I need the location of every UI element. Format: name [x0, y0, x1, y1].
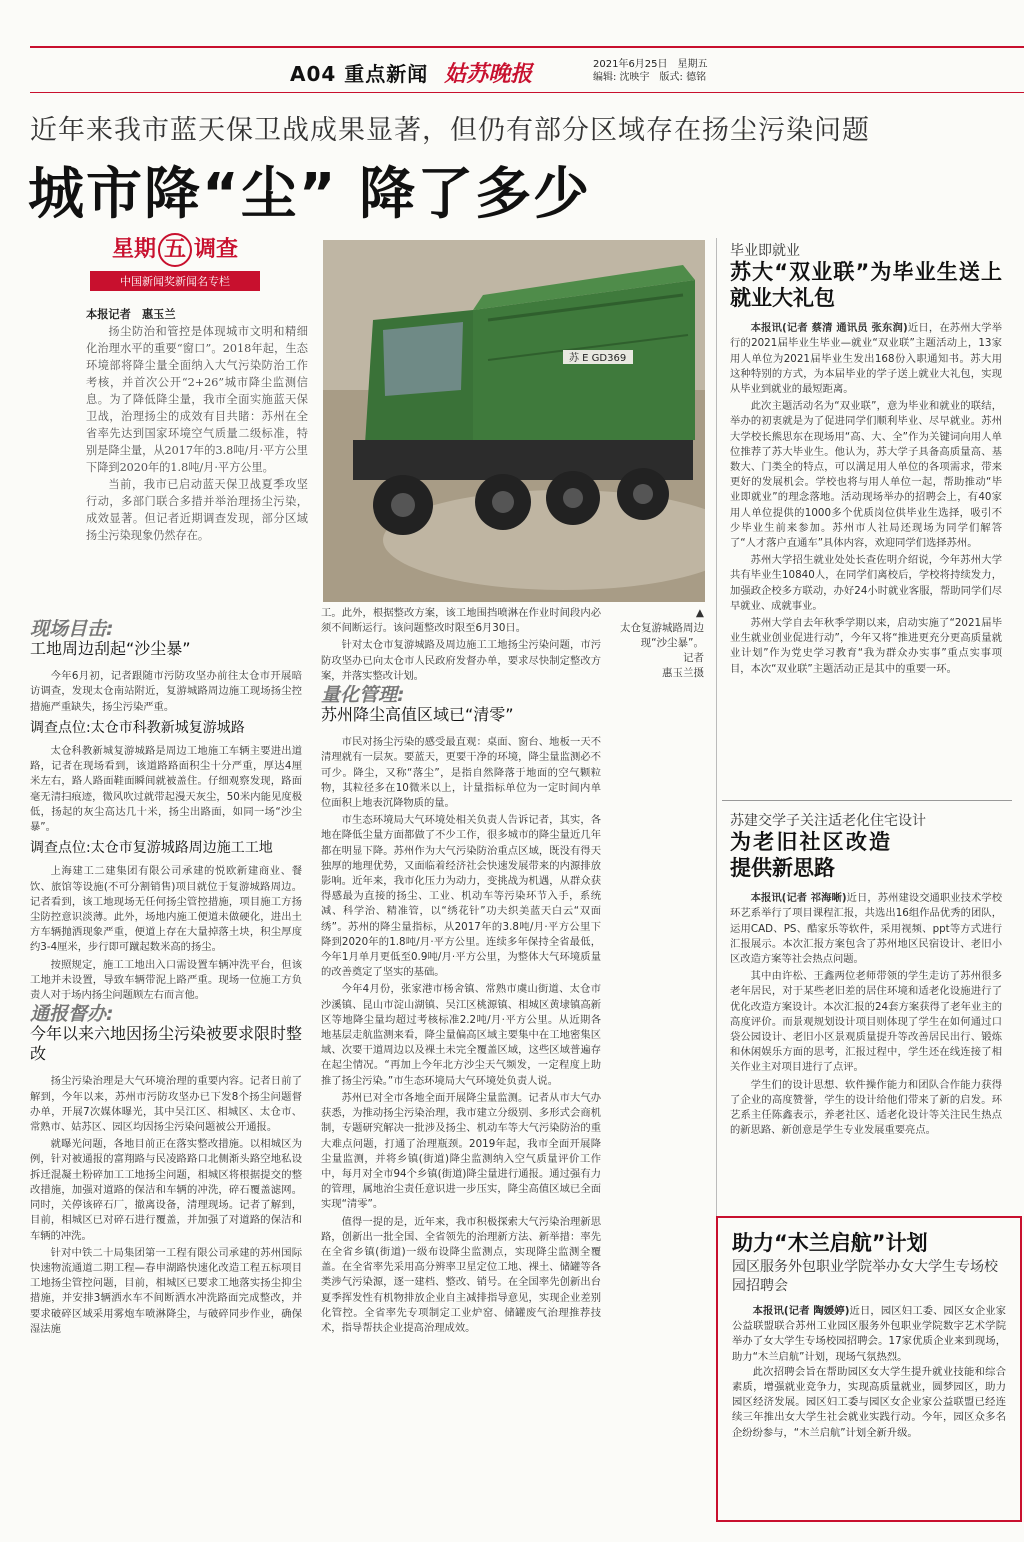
masthead: [290, 58, 532, 86]
story-headline: 助力“木兰启航”计划: [732, 1231, 928, 1255]
paragraph: 此次主题活动名为“双业联”，意为毕业和就业的联结，举办的初衷就是为了促进同学们顺利毕业、尽早就业。苏州大学校长熊思东在现场用“高、大、全”作为关键词向用人单位推荐了苏大毕业生。他认为，苏大学子具备高质量高、基数大、门类全的特点，可以满足用人单位的各项需求，带来更好的发展机会。学校也将与用人单位一起，帮助推动“毕业即就业”的理念落地。活动现场举办的招聘会上，有40家用人单位提供的1000多个优质岗位供毕业生选择，吸引不少毕业生前来参加。苏州市人社局还现场为同学们解答了“人才落户直通车”具体内容，欢迎同学们选择苏州。: [730, 400, 1002, 550]
column-badge: [90, 232, 260, 291]
top-red-rule: [30, 46, 1024, 48]
paragraph: 其中由许松、王鑫两位老师带领的学生走访了苏州很多老年居民，对于某些老旧差的居住环境和适老化设施进行了优化改造方案设计。本次汇报的24套方案获得了老年业主的高度评价。而景观规划设计项目则体现了学生在如何通过口袋公园设计、老旧小区景观质量提升等改善居民出行、锻炼和休闲娱乐方面的思考，汇报过程中，学生还在线连接了相关作业主对项目进行了点评。: [730, 970, 1002, 1074]
dateline: [593, 58, 708, 84]
caption-text: ▲ 太仓复游城路周边现“沙尘暴”。 记者 惠玉兰摄: [620, 607, 704, 679]
story-divider: [722, 800, 1012, 801]
badge-column-name: 中国新闻奖新闻名专栏: [90, 271, 260, 291]
intro-byline: 本报记者 惠玉兰: [86, 307, 176, 321]
section-subtitle: 今年以来六地因扬尘污染被要求限时整改: [30, 1024, 303, 1064]
badge-right: 调查: [194, 237, 239, 262]
paragraph: 按照规定，施工工地出入口需设置车辆冲洗平台，但该工地并未设置，导致车辆带泥上路严重。现场一位施工方负责人对于场内扬尘问题顾左右而言他。: [30, 958, 302, 1002]
paragraph: 工。此外，根据整改方案，该工地围挡喷淋在作业时间段内必须不间断运行。该问题整改时限至6月30日。: [321, 607, 601, 635]
story-headline: 为老旧社区改造提供新思路: [730, 830, 890, 881]
editors-text: 编辑: 沈映宇 版式: 德铭: [593, 72, 707, 83]
paragraph: 值得一提的是，近年来，我市积极探索大气污染治理新思路，创新出一批全国、全省领先的治理新方法、新举措：率先在全省乡镇(街道)一级布设降尘监测点，实现降尘监测全覆盖。在全省率先采用高分辨率卫星定位工地、裸土、储罐等各类涉气污染源，逐一建档、整改、销号。在全国率先创新出台夏季挥发性有机物排放企业自主减排指导意见，实现企业差别化管控。全省率先专项制定工业炉窑、储罐废气治理推荐技术，指导帮扶企业提高治理成效。: [321, 1215, 601, 1334]
paragraph: 今年6月初，记者跟随市污防攻坚办前往太仓市开展暗访调查，发现太仓南站附近，复游城路周边施工现场扬尘控措施严重缺失，扬尘污染严重。: [30, 670, 302, 713]
story-kicker: 苏建交学子关注适老化住宅设计: [730, 813, 926, 829]
header-rule: [30, 92, 1024, 93]
paragraph: 学生们的设计思想、软件操作能力和团队合作能力获得了企业的高度赞誉，学生的设计给他们带来了新的启发。环艺系主任陈鑫表示，养老社区、适老化设计等关注民生热点的新思路、新创意是学生专业发展重要亮点。: [730, 1078, 1002, 1137]
badge-circle: 五: [158, 233, 192, 267]
date-text: 2021年6月25日 星期五: [593, 59, 708, 70]
section-title: 现场目击:: [30, 618, 114, 640]
photo-caption: [612, 606, 704, 681]
paragraph: [732, 1304, 1006, 1365]
story-subheadline: 园区服务外包职业学院举办女大学生专场校园招聘会: [732, 1259, 998, 1294]
sub-heading: 调查点位:太仓市复游城路周边施工工地: [30, 840, 273, 857]
side-story-graduates: [730, 244, 1002, 679]
paper-logo: 姑苏晚报: [444, 60, 533, 87]
article-column-1: [30, 618, 302, 1339]
section-subtitle: 苏州降尘高值区域已“清零”: [321, 705, 514, 725]
paragraph: 今年4月份，张家港市杨舍镇、常熟市虞山街道、太仓市沙溪镇、昆山市淀山湖镇、吴江区桃源镇、相城区黄埭镇高新区等地降尘量均超过考核标准2.2吨/月·平方公里。从近期各地基层走航监测来看，降尘量偏高区域主要集中在工地密集区域、次要干道周边以及裸土未完全覆盖区域，这些区域普遍存在起尘情况。“再加上今年北方沙尘天气频发，一定程度上助推了扬尘污染。”市生态环境局大气环境处负责人说。: [321, 983, 601, 1087]
truck-plate: 苏 E GD369: [569, 353, 627, 364]
story-byline: 本报讯(记者 祁海晰): [750, 892, 847, 905]
intro-paragraph: 扬尘防治和管控是体现城市文明和精细化治理水平的重要“窗口”。2018年起，生态环境部将降尘量全面纳入大气污染防治工作考核，并首次公开“2+26”城市降尘监测信息。为了降低降尘量，我市全面实施蓝天保卫战，治理扬尘的成效有目共睹：苏州在全省率先达到国家环境空气质量二级标准，特别是降尘量，从2017年的3.8吨/月·平方公里下降到2020年的1.8吨/月·平方公里。: [86, 325, 308, 474]
truck-illustration: [323, 240, 705, 602]
dump-truck-photo: [323, 240, 705, 602]
paragraph: [730, 891, 1002, 967]
story-kicker: 毕业即就业: [730, 243, 800, 259]
story-headline: 苏大“双业联”为毕业生送上就业大礼包: [730, 260, 1002, 311]
section-title: 量化管理:: [321, 684, 405, 707]
paragraph-text: 近日，苏州建设交通职业技术学校环艺系举行了项目课程汇报，共选出16组作品优秀的团队，运用CAD、PS、酷家乐等软件，采用视频、ppt等方式进行汇报展示。本次汇报方案包含了苏州地区民宿设计、老旧小区改造方案等社会热点问题。: [730, 892, 1003, 966]
paragraph: 扬尘污染治理是大气环境治理的重要内容。记者日前了解到，今年以来，苏州市污防攻坚办已下发8个扬尘问题督办单，开展7次媒体曝光，其中吴江区、相城区、太仓市、常熟市、姑苏区、园区均因扬尘污染问题被公开通报。: [30, 1075, 302, 1134]
badge-left: 星期: [111, 237, 156, 262]
paragraph: 针对中铁二十局集团第一工程有限公司承建的苏州国际快速物流通道二期工程—春申湖路快速化改造工程五标项目工地扬尘管控问题，目前，相城区已要求工地落实扬尘抑尘措施，并安排3辆洒水车不间断洒水冲洗路面完成整改，并要求破碎区域采用雾炮车喷淋降尘，与破碎同步作业，确保湿法施: [30, 1246, 302, 1335]
sub-heading: 调查点位:太仓市科教新城复游城路: [30, 719, 245, 736]
paragraph-text: 近日，在苏州大学举行的2021届毕业生毕业—就业“双业联”主题活动上，13家用人单位为2021届毕业生发出168份入职通知书。苏大用这种特别的方式，为本届毕业的学子送上就业大礼包，实现从毕业到就业的最短距离。: [730, 322, 1003, 396]
paragraph: 苏州已对全市各地全面开展降尘量监测。记者从市大气办获悉，为推动扬尘污染治理，我市建立分级别、多形式会商机制，专题研究解决一批涉及扬尘、机动车等大气污染防治的重大难点问题，打通了治理瓶颈。2019年起，我市全面开展降尘量监测，并将乡镇(街道)降尘监测纳入空气质量评价工作中，每月对全市94个乡镇(街道)降尘量进行通报。通过强有力的管理，属地治尘责任意识进一步压实，降尘高值区域已全面实现“清零”。: [321, 1091, 601, 1211]
side-story-mulan-box: [716, 1216, 1022, 1522]
story-byline: 本报讯(记者 蔡清 通讯员 张东润): [750, 322, 908, 335]
article-intro: [86, 306, 308, 544]
paragraph: 就曝光问题，各地目前正在落实整改措施。以相城区为例，针对被通报的富翔路与民凌路路口北侧渐头路空地私设拆迁混凝土粉碎加工工地扬尘问题，相城区将根据提交的整改措施，加强对道路的保洁和车辆的冲洗，碎石覆盖滤网。同时，关停该碎石厂，撤离设备，清理现场。记者了解到，目前，相城区已对碎石进行覆盖，并加强了对道路的保洁和车辆的冲洗。: [30, 1138, 302, 1242]
page-number: A04 重点新闻: [290, 61, 429, 86]
paragraph: 此次招聘会旨在帮助园区女大学生提升就业技能和综合素质，增强就业竞争力，实现高质量就业，圆梦园区，助力园区经济发展。园区妇工委与园区女企业家公益联盟已经连续三年推出女大学生社会就业实践行动。今年，园区众多名企纷纷参与，“木兰启航”计划全新升级。: [732, 1365, 1006, 1439]
side-story-elderly-housing: [730, 814, 1002, 1140]
section-subtitle: 工地周边刮起“沙尘暴”: [30, 639, 191, 659]
paragraph-text: 近日，园区妇工委、园区女企业家公益联盟联合苏州工业园区服务外包职业学院数字艺术学院举办了女大学生专场校园招聘会。17家优质企业来到现场，助力“木兰启航”计划，现场气氛热烈。: [732, 1305, 1007, 1363]
article-headline: 城市降“尘” 降了多少: [28, 162, 592, 227]
paragraph: 针对太仓市复游城路及周边施工工地扬尘污染问题，市污防攻坚办已向太仓市人民政府发督办单，要求尽快制定整改方案，并落实整改计划。: [321, 639, 601, 682]
paragraph: 太仓科教新城复游城路是周边工地施工车辆主要进出道路，记者在现场看到，该道路路面积尘十分严重，厚达4厘米左右，路人路面鞋面瞬间就被盖住。仔细观察发现，路面毫无清扫痕迹，微风吹过就带起漫天灰尘，50米内能见度极低，扬起的灰尘高达几十米，扬尘出路面，如同一场“沙尘暴”。: [30, 745, 302, 834]
story-byline: 本报讯(记者 陶媛婷): [752, 1305, 850, 1317]
article-kicker: 近年来我市蓝天保卫战成果显著，但仍有部分区域存在扬尘污染问题: [30, 115, 870, 146]
paragraph: 苏州大学招生就业处处长查佐明介绍说，今年苏州大学共有毕业生10840人，在同学们离校后，学校将持续发力，加强政企校多方联动，办好24小时就业客服，帮助同学们尽早就业、成就事业。: [730, 554, 1002, 612]
paragraph: 苏州大学自去年秋季学期以来，启动实施了“2021届毕业生就业创业促进行动”，今年又将“推进更充分更高质量就业计划”作为党史学习教育“我为群众办实事”重点实事项目，本次“双业联”主题活动正是其中的重要一环。: [730, 617, 1002, 675]
section-title: 通报督办:: [30, 1003, 114, 1026]
article-column-2: [321, 606, 601, 1338]
paragraph: 市民对扬尘污染的感受最直观：桌面、窗台、地板一天不清理就有一层灰。要蓝天，更要干净的环境，降尘量监测必不可少。降尘，又称“落尘”，是指自然降落于地面的空气颗粒物，其粒径多在10微米以上，计量指标单位为一定时间内单位面积上地表沉降物质的量。: [321, 736, 601, 810]
paragraph: [730, 321, 1002, 397]
paragraph: 市生态环境局大气环境处相关负责人告诉记者，其实，各地在降低尘量方面都做了不少工作，很多城市的降尘量近几年都在明显下降。苏州作为大气污染防治重点区域，既没有得天独厚的地理优势，又面临着经济社会快速发展带来的内源排放影响。近年来，我市化压力为动力，变挑战为机遇，从群众获得感最为直接的扬尘、工业、机动车等污染环节入手，系统减、科学治、精准管，以“绣花针”功夫织美蓝天白云“双面绣”。苏州的降尘量指标，从2017年的3.8吨/月·平方公里下降到2020年的1.8吨/月·平方公里。连续多年保持全省最低，今年1月单月更低至0.9吨/月·平方公里，为整体大气环境质量的改善奠定了坚实的基础。: [321, 814, 601, 979]
paragraph: 上海建工二建集团有限公司承建的悦欧新建商业、餐饮、旅馆等设施(不可分割销售)项目就位于复游城路周边。记者看到，该工地现场无任何扬尘管控措施，项目施工方扬尘防控意识淡薄。此外，场地内施工便道未做硬化，进出土方车辆抛洒现象严重，便道上存在大量掉落土块，积尘厚度约3-4厘米，步行即可蹴起数米高的扬尘。: [30, 865, 302, 954]
intro-paragraph: 当前，我市已启动蓝天保卫战夏季攻坚行动，多部门联合多措并举治理扬尘污染，成效显著。但记者近期调查发现，部分区域扬尘污染现象仍然存在。: [86, 478, 308, 542]
